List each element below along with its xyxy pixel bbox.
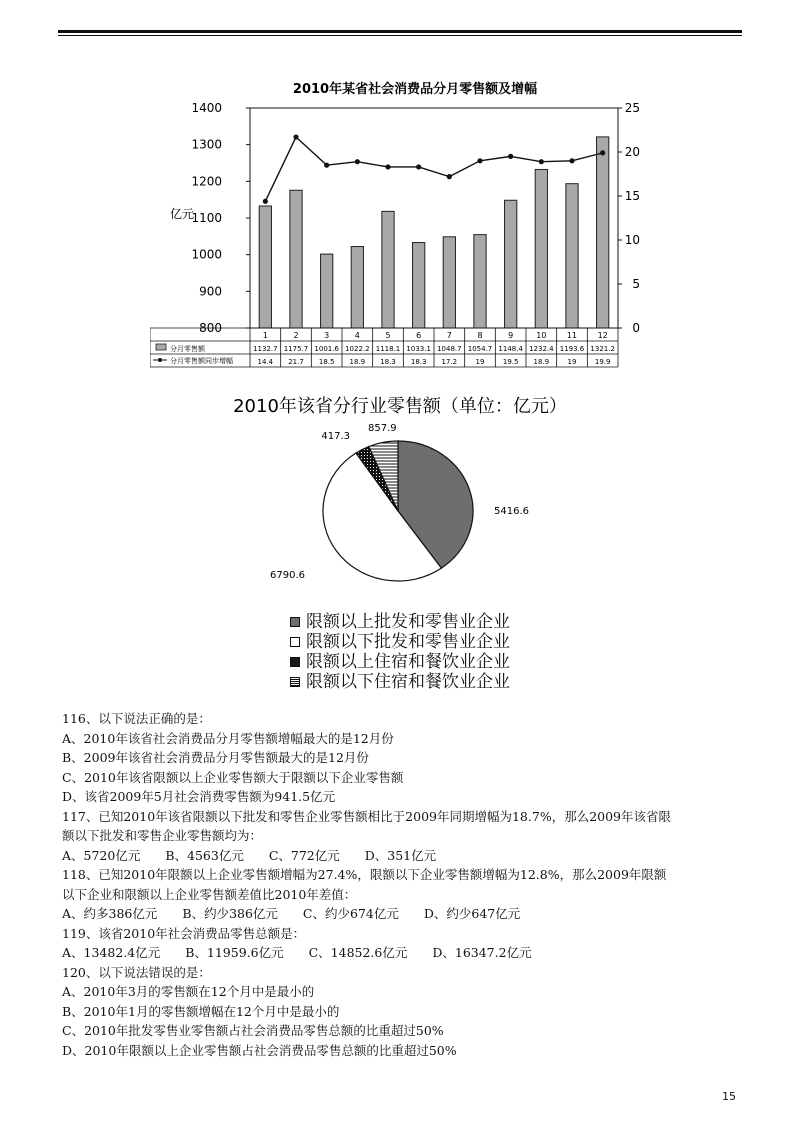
y2-tick-label: 0 [632, 321, 640, 335]
y-tick-label: 1200 [191, 174, 222, 189]
legend-item-small-wholesale [290, 632, 510, 652]
legend-bar-label: 分月零售额 [170, 345, 205, 353]
bar-value-label: 1232.4 [529, 345, 554, 353]
legend-line-label: 分月零售额同步增幅 [170, 357, 233, 365]
bar-month-12 [597, 137, 609, 328]
legend-label: 限额以上批发和零售业企业 [306, 612, 510, 632]
x-tick-label: 9 [508, 331, 514, 340]
growth-point-month-3 [324, 163, 329, 168]
question-117-cont: 额以下批发和零售企业零售额均为： [62, 828, 263, 843]
bar-value-label: 1118.1 [375, 345, 401, 353]
legend-line-marker [158, 358, 162, 362]
page-number: 15 [722, 1090, 736, 1103]
growth-value-label: 19 [567, 358, 577, 366]
y-tick-label: 1400 [191, 101, 222, 115]
bar-month-1 [259, 206, 271, 328]
bar-month-7 [443, 237, 455, 328]
legend-label: 限额以下住宿和餐饮业企业 [306, 672, 510, 692]
bar-value-label: 1193.6 [559, 345, 585, 353]
question-list [62, 709, 752, 1060]
y-tick-label: 800 [199, 321, 222, 335]
bar-value-label: 1022.2 [345, 345, 370, 353]
bar-month-3 [321, 254, 333, 328]
pie-data-label: 5416.6 [494, 506, 529, 517]
option-120-a: A、2010年3月的零售额在12个月中是最小的 [62, 984, 315, 999]
y-tick-label: 1300 [191, 137, 222, 152]
x-tick-label: 12 [597, 331, 608, 340]
legend-swatch [290, 657, 300, 667]
x-tick-label: 7 [446, 331, 452, 340]
growth-value-label: 18.3 [380, 358, 396, 366]
header-rule-thin [58, 35, 742, 36]
growth-point-month-7 [447, 174, 452, 179]
option-120-c: C、2010年批发零售业零售额占社会消费品零售总额的比重超过50% [62, 1023, 444, 1038]
growth-value-label: 19.5 [502, 358, 519, 366]
y2-tick-label: 20 [624, 145, 640, 159]
bar-month-10 [535, 169, 547, 328]
growth-point-month-2 [293, 134, 298, 139]
bar-value-label: 1148.4 [498, 345, 523, 353]
growth-point-month-12 [600, 150, 605, 155]
x-tick-label: 1 [262, 331, 268, 340]
growth-point-month-1 [263, 199, 268, 204]
y2-tick-label: 15 [624, 189, 640, 203]
bar-month-6 [413, 243, 425, 328]
x-tick-label: 10 [536, 331, 547, 340]
question-117: 117、已知2010年该省限额以下批发和零售企业零售额相比于2009年同期增幅为18.7%，那么2009年该省限 [62, 808, 672, 824]
growth-point-month-10 [539, 159, 544, 164]
legend-swatch [290, 677, 300, 687]
x-tick-label: 4 [354, 331, 360, 340]
monthly-retail-chart [150, 75, 660, 375]
bar-month-8 [474, 235, 486, 328]
option-120-b: B、2010年1月的零售额增幅在12个月中是最小的 [62, 1003, 340, 1019]
x-tick-label: 11 [566, 331, 578, 340]
growth-value-label: 19 [475, 358, 485, 366]
header-rule [58, 30, 742, 33]
growth-point-month-9 [508, 154, 513, 159]
y2-tick-label: 10 [624, 233, 640, 247]
bar-value-label: 1001.6 [314, 345, 339, 353]
y-tick-label: 1100 [191, 211, 222, 225]
x-tick-label: 6 [416, 331, 422, 340]
option-120-d: D、2010年限额以上企业零售额占社会消费品零售总额的比重超过50% [62, 1042, 457, 1058]
question-120: 120、以下说法错误的是： [62, 964, 211, 980]
x-tick-label: 2 [293, 331, 299, 340]
bar-value-label: 1132.7 [253, 345, 278, 353]
bar-month-11 [566, 184, 578, 328]
y2-tick-label: 5 [632, 277, 640, 291]
growth-value-label: 19.9 [594, 358, 611, 366]
x-tick-label: 5 [385, 331, 391, 340]
legend-label: 限额以下批发和零售业企业 [306, 632, 510, 652]
legend-item-large-catering [290, 652, 510, 672]
bar-month-9 [505, 200, 517, 328]
pie-data-label: 857.9 [368, 423, 397, 434]
bar-value-label: 1175.7 [283, 345, 309, 353]
pie-title: 2010年该省分行业零售额（单位：亿元） [233, 396, 567, 417]
growth-point-month-11 [569, 158, 574, 163]
option-116-a: A、2010年该省社会消费品分月零售额增幅最大的是12月份 [62, 730, 394, 746]
pie-legend [290, 612, 510, 692]
legend-label: 限额以上住宿和餐饮业企业 [306, 652, 510, 672]
legend-item-small-catering [290, 672, 510, 692]
bar-value-label: 1321.2 [590, 345, 615, 353]
options-119: A、13482.4亿元 B、11959.6亿元 C、14852.6亿元 D、16347.2亿元 [62, 945, 532, 960]
plot-frame [250, 108, 618, 328]
legend-bar-key [156, 344, 166, 350]
growth-value-label: 17.2 [441, 358, 458, 366]
option-116-c: C、2010年该省限额以上企业零售额大于限额以下企业零售额 [62, 769, 404, 785]
growth-value-label: 21.7 [288, 358, 304, 366]
question-116: 116、以下说法正确的是： [62, 711, 211, 726]
y2-tick-label: 25 [624, 101, 640, 115]
bar-month-5 [382, 211, 394, 328]
bar-value-label: 1033.1 [406, 345, 431, 353]
y-tick-label: 1000 [191, 247, 222, 262]
legend-swatch [290, 617, 300, 627]
growth-value-label: 18.9 [533, 358, 550, 366]
growth-point-month-6 [416, 164, 421, 169]
question-118-cont: 以下企业和限额以上企业零售额差值比2010年差值： [62, 886, 357, 902]
option-116-d: D、该省2009年5月社会消费零售额为941.5亿元 [62, 789, 336, 804]
bar-value-label: 1054.7 [467, 345, 493, 353]
pie-data-label: 417.3 [321, 431, 350, 442]
growth-value-label: 14.4 [257, 358, 274, 366]
chart-title: 2010年某省社会消费品分月零售额及增幅 [292, 82, 538, 97]
bar-value-label: 1048.7 [437, 345, 462, 353]
growth-point-month-5 [385, 164, 390, 169]
growth-line [265, 137, 602, 201]
y-axis-label: 亿元 [169, 207, 195, 221]
pie-data-label: 6790.6 [270, 570, 305, 581]
x-tick-label: 8 [477, 331, 483, 340]
y-tick-label: 900 [199, 284, 222, 299]
question-118: 118、已知2010年限额以上企业零售额增幅为27.4%，限额以下企业零售额增幅为12.8%，那么2009年限额 [62, 867, 667, 882]
growth-value-label: 18.5 [318, 358, 335, 366]
x-tick-label: 3 [324, 331, 330, 340]
growth-point-month-8 [477, 158, 482, 163]
growth-value-label: 18.3 [410, 358, 427, 366]
question-119: 119、该省2010年社会消费品零售总额是： [62, 925, 306, 941]
growth-point-month-4 [355, 159, 360, 164]
options-117: A、5720亿元 B、4563亿元 C、772亿元 D、351亿元 [62, 847, 437, 863]
options-118: A、约多386亿元 B、约少386亿元 C、约少674亿元 D、约少647亿元 [62, 906, 521, 921]
legend-item-large-wholesale [290, 612, 510, 632]
option-116-b: B、2009年该省社会消费品分月零售额最大的是12月份 [62, 750, 369, 765]
legend-swatch [290, 637, 300, 647]
bar-month-4 [351, 247, 363, 328]
bar-month-2 [290, 190, 302, 328]
growth-value-label: 18.9 [349, 358, 366, 366]
industry-retail-pie [150, 388, 650, 598]
